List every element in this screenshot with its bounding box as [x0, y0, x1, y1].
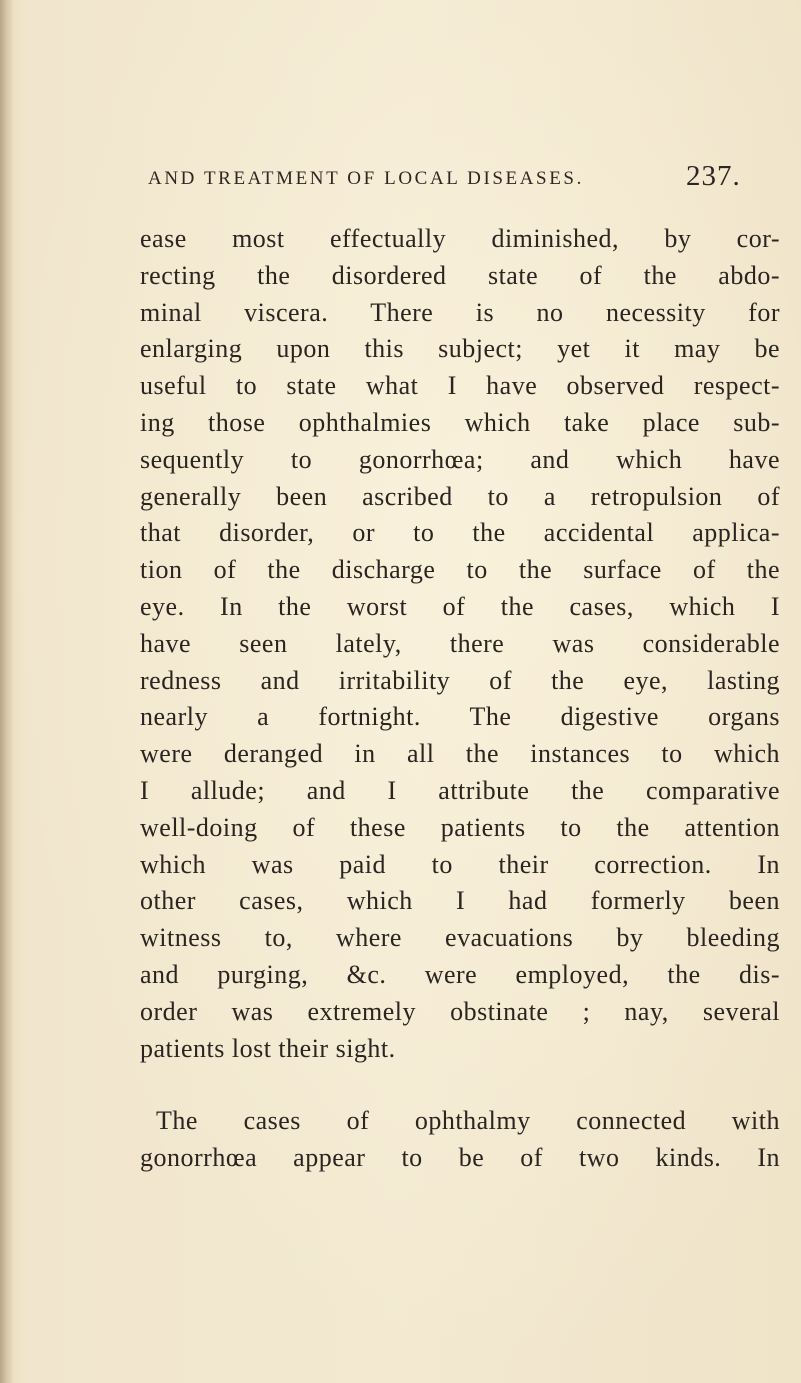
- running-head-title: AND TREATMENT OF LOCAL DISEASES.: [148, 168, 584, 189]
- paragraph: [140, 221, 780, 1067]
- text-line: useful to state what I have observed respect-: [140, 371, 780, 401]
- text-line: sequently to gonorrhœa; and which have: [140, 444, 780, 474]
- binding-shadow: [0, 0, 14, 1383]
- text-line: patients lost their sight.: [140, 1033, 396, 1063]
- text-line: were deranged in all the instances to which: [140, 739, 780, 769]
- text-line: nearly a fortnight. The digestive organs: [140, 702, 780, 732]
- text-line: other cases, which I had formerly been: [140, 886, 780, 916]
- text-line: which was paid to their correction. In: [140, 849, 780, 879]
- text-line: I allude; and I attribute the comparative: [140, 775, 780, 805]
- text-line: have seen lately, there was considerable: [140, 628, 780, 658]
- text-line: generally been ascribed to a retropulsion of: [140, 481, 780, 511]
- text-line: redness and irritability of the eye, lasting: [140, 665, 780, 695]
- text-line: that disorder, or to the accidental applica-: [140, 518, 780, 548]
- page-number: 237.: [686, 160, 741, 192]
- text-line: eye. In the worst of the cases, which I: [140, 591, 780, 621]
- text-line: witness to, where evacuations by bleeding: [140, 923, 780, 953]
- running-head: [148, 160, 788, 198]
- text-line: tion of the discharge to the surface of the: [140, 555, 780, 585]
- text-line: order was extremely obstinate ; nay, several: [140, 996, 780, 1026]
- text-line: The cases of ophthalmy connected with: [156, 1106, 780, 1136]
- text-line: well-doing of these patients to the attention: [140, 812, 780, 842]
- text-line: and purging, &c. were employed, the dis-: [140, 959, 780, 989]
- text-line: ease most effectually diminished, by cor-: [140, 224, 780, 253]
- text-line: ing those ophthalmies which take place sub-: [140, 407, 780, 437]
- paragraph: [140, 1103, 780, 1177]
- text-line: gonorrhœa appear to be of two kinds. In: [140, 1143, 780, 1173]
- text-line: minal viscera. There is no necessity for: [140, 297, 780, 327]
- text-line: enlarging upon this subject; yet it may be: [140, 334, 780, 364]
- paragraph-gap: [140, 1067, 780, 1103]
- body-text: [140, 221, 780, 1177]
- text-line: recting the disordered state of the abdo-: [140, 260, 780, 290]
